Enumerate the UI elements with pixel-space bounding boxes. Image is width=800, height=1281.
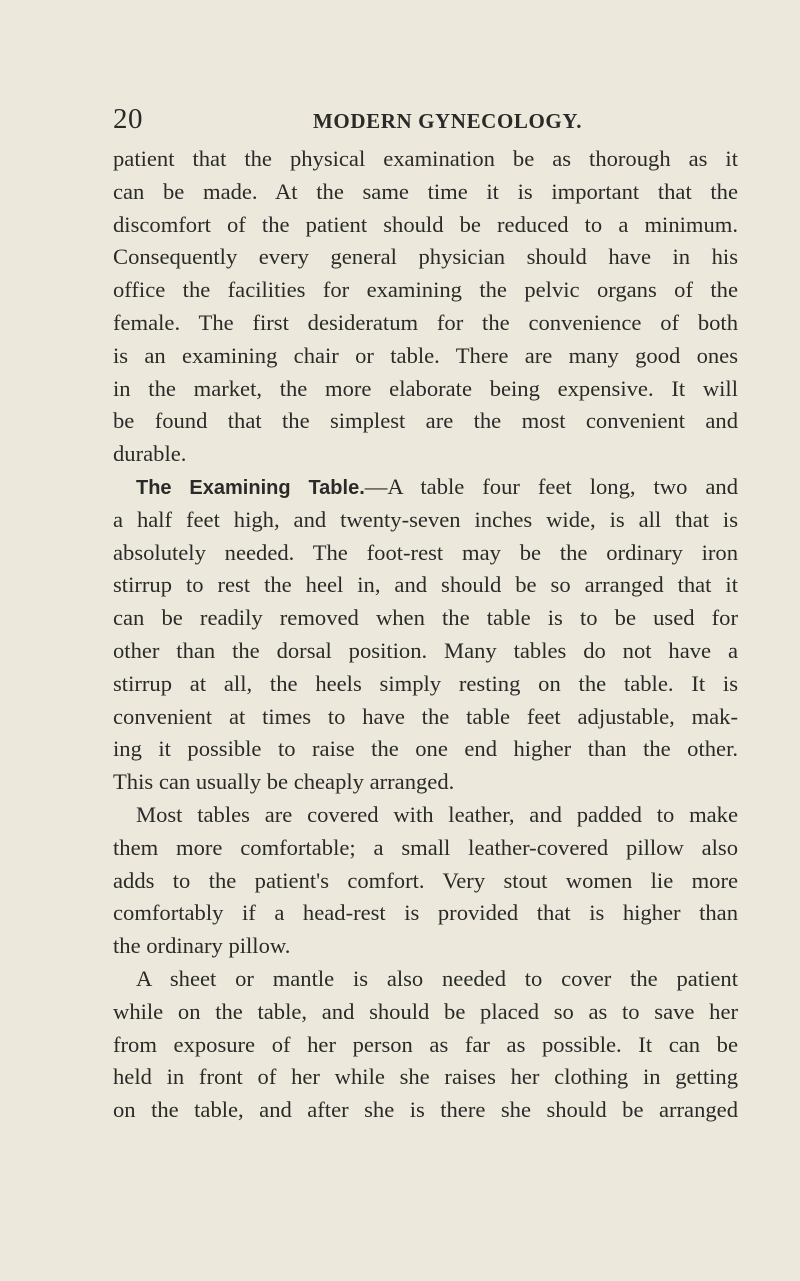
text-line: is an examining chair or table. There are many good ones (113, 342, 738, 368)
text-line: A sheet or mantle is also needed to cover the patient (136, 965, 738, 991)
page-number: 20 (113, 103, 143, 135)
text-line: while on the table, and should be placed so as to save her (113, 998, 738, 1024)
text-line: comfortably if a head-rest is provided that is higher than (113, 900, 738, 926)
text-line: can be made. At the same time it is important that the (113, 178, 738, 204)
text-line: stirrup at all, the heels simply resting on the table. It is (113, 670, 738, 696)
running-title: MODERN GYNECOLOGY. (313, 109, 583, 133)
text-line: adds to the patient's comfort. Very stout women lie more (113, 867, 738, 893)
text-line: a half feet high, and twenty-seven inches wide, is all that is (113, 506, 738, 532)
text-line: them more comfortable; a small leather-covered pillow also (113, 834, 738, 860)
text-line: Most tables are covered with leather, and padded to make (136, 801, 738, 827)
section-line (113, 471, 738, 504)
text-line: be found that the simplest are the most convenient and (113, 408, 738, 434)
text-line: durable. (113, 441, 187, 467)
text-line: from exposure of her person as far as possible. It can be (113, 1031, 738, 1057)
text-line: other than the dorsal position. Many tables do not have a (113, 637, 738, 663)
text-line: Consequently every general physician should have in his (113, 244, 738, 270)
section-heading: The Examining Table. (136, 476, 365, 499)
text-line: can be readily removed when the table is to be used for (113, 605, 738, 631)
text-line: patient that the physical examination be as thorough as it (113, 146, 738, 171)
text-line: ing it possible to raise the one end higher than the other. (113, 736, 738, 762)
text-line: convenient at times to have the table feet adjustable, mak- (113, 703, 738, 729)
text-line: This can usually be cheaply arranged. (113, 769, 455, 795)
text-line: female. The first desideratum for the convenience of both (113, 309, 738, 335)
text-line: discomfort of the patient should be reduced to a minimum. (113, 211, 738, 237)
text-line: stirrup to rest the heel in, and should be so arranged that it (113, 572, 738, 598)
body-text (113, 143, 738, 1127)
text-line: in the market, the more elaborate being expensive. It will (113, 375, 738, 401)
text-line: the ordinary pillow. (113, 933, 291, 959)
text-line: on the table, and after she is there she should be arranged (113, 1097, 738, 1123)
text-line: held in front of her while she raises her clothing in getting (113, 1064, 738, 1090)
text-line: absolutely needed. The foot-rest may be the ordinary iron (113, 539, 738, 565)
text-line: office the facilities for examining the pelvic organs of the (113, 277, 738, 303)
text-line: —A table four feet long, two and (364, 473, 738, 499)
running-head (113, 102, 720, 136)
